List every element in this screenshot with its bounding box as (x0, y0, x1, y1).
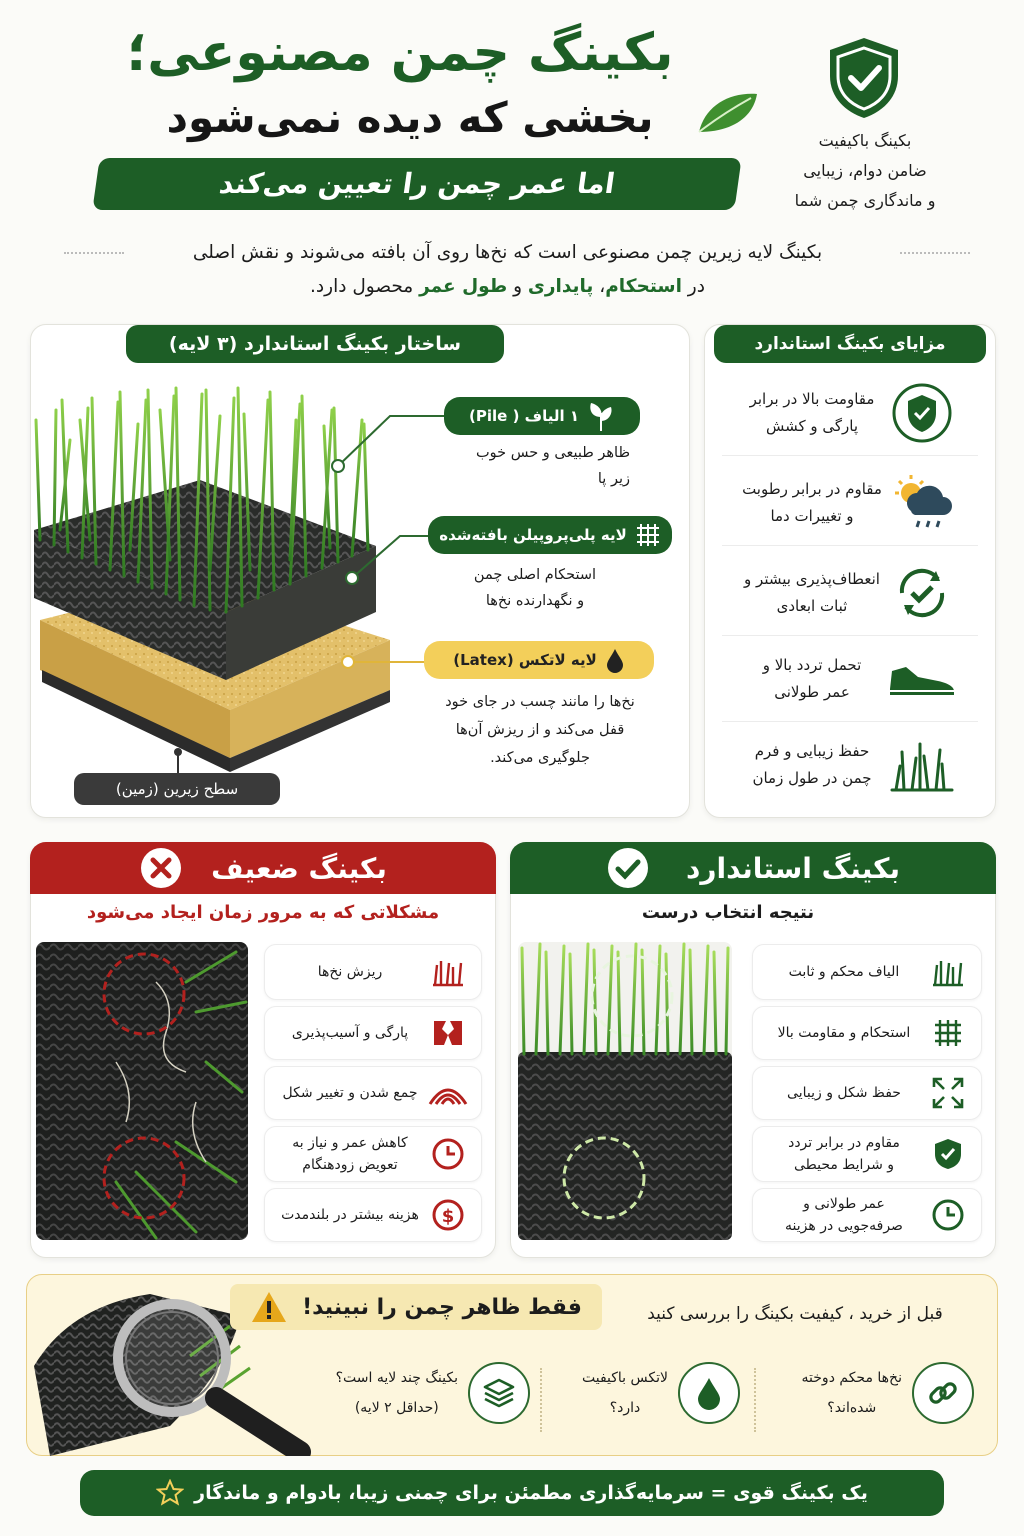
grass-icon (884, 730, 960, 800)
x-circle-icon (139, 846, 183, 890)
damaged-backing-photo (36, 942, 248, 1240)
leaf-icon (695, 88, 761, 138)
weather-icon (884, 468, 960, 538)
layer1-label-text: ۱ الیاف ( Pile) (469, 407, 579, 425)
benefit-item-2 (722, 460, 978, 546)
layers-icon (468, 1362, 530, 1424)
weak-1-line1: ریزش نخ‌ها (317, 964, 383, 980)
intro-divider-left (64, 252, 124, 254)
layer3-desc-line3: جلوگیری می‌کند. (490, 750, 590, 766)
badge-line2: ضامن دوام، زیبایی (803, 161, 927, 180)
page-title-line1: بکینگ چمن مصنوعی؛ (126, 23, 674, 83)
benefit-2-line2: و تغییرات دما (770, 506, 854, 525)
intro-pre: در (681, 276, 705, 297)
standard-item-1 (752, 944, 982, 1000)
badge-line3: و ماندگاری چمن شما (794, 191, 936, 210)
tear-icon (425, 1017, 471, 1049)
check-2-line2: دارد؟ (609, 1400, 641, 1416)
benefit-5-line2: چمن در طول زمان (752, 769, 872, 787)
standard-1-line1: الیاف محکم و ثابت (788, 964, 900, 980)
page-title-line2: بخشی که دیده نمی‌شود (166, 93, 654, 142)
weak-header (30, 842, 496, 894)
quality-badge-text (770, 126, 960, 216)
standard-5-line2: صرفه‌جویی در هزینه (785, 1218, 903, 1234)
ground-label: سطح زیرین (زمین) (74, 773, 280, 805)
standard-backing-photo (518, 942, 732, 1240)
layer3-desc-line2: قفل می‌کند و از ریزش آن‌ها (455, 722, 625, 738)
layer2-desc (440, 562, 630, 614)
chain-icon (912, 1362, 974, 1424)
badge-line1: بکینگ باکیفیت (818, 131, 912, 150)
benefit-2-line1: مقاوم در برابر رطوبت (742, 479, 882, 498)
check-before-text: قبل از خرید ، کیفیت بکینگ را بررسی کنید (647, 1304, 943, 1324)
check-3-line1: بکینگ چند لایه است؟ (335, 1370, 458, 1386)
footer-text: یک بکینگ قوی = سرمایه‌گذاری مطمئن برای چمنی زیبا، بادوام و ماندگار (194, 1482, 868, 1504)
standard-header (510, 842, 996, 894)
standard-item-4 (752, 1126, 982, 1182)
check-divider-1 (754, 1368, 756, 1432)
layer3-label (424, 641, 654, 679)
benefits-title: مزایای بکینگ استاندارد (714, 325, 986, 363)
standard-title: بکینگ استاندارد (686, 851, 900, 885)
benefit-1-line2: پارگی و کشش (765, 416, 859, 435)
clock-icon (925, 1198, 971, 1232)
check-2-line1: لاتکس باکیفیت (581, 1370, 668, 1386)
intro-line2 (120, 270, 895, 304)
benefit-3-line1: انعطاف‌پذیری بیشتر و (744, 569, 880, 588)
layer1-desc-line2: زیر پا (597, 471, 630, 487)
weak-title: بکینگ ضعیف (211, 851, 387, 885)
benefits-list (722, 370, 978, 810)
subtitle-bar: اما عمر چمن را تعیین می‌کند (92, 158, 741, 210)
intro-strength: استحکام (605, 276, 682, 297)
falling-fibers-icon (425, 957, 471, 987)
warning-banner (230, 1284, 602, 1330)
grid-icon (925, 1018, 971, 1048)
weak-3-line1: چمع شدن و تغییر شکل (282, 1085, 418, 1101)
grass-icon (925, 957, 971, 987)
standard-4-line1: مقاوم در برابر تردد (788, 1135, 900, 1151)
svg-text:$: $ (441, 1206, 455, 1227)
intro-sep1: ، (593, 276, 606, 297)
structure-title: ساختار بکینگ استاندارد (۳ لایه) (126, 325, 504, 363)
layer3-label-text: لایه لاتکس (Latex) (453, 651, 597, 669)
benefit-3-line2: ثبات ابعادی (776, 596, 848, 615)
check-1-line1: نخ‌ها محکم دوخته (801, 1370, 902, 1386)
footer-bar (80, 1470, 944, 1516)
weak-item-1 (264, 944, 482, 1000)
intro-divider-right (900, 252, 970, 254)
warning-text: فقط ظاهر چمن را نبینید! (302, 1294, 582, 1320)
grid-icon (635, 522, 661, 548)
layer2-label-text: لایه پلی‌پروپیلن بافته‌شده (439, 526, 627, 544)
benefit-item-4 (722, 636, 978, 722)
intro-text (120, 236, 895, 304)
check-1-line2: شده‌اند؟ (827, 1400, 877, 1416)
layer1-label (444, 397, 640, 435)
layer1-desc (440, 440, 630, 492)
layer1-desc-line1: ظاهر طبیعی و حس خوب (476, 445, 630, 461)
layer2-desc-line1: استحکام اصلی چمن (473, 567, 597, 583)
layer3-desc (420, 688, 660, 772)
wrinkle-icon (425, 1078, 471, 1108)
dollar-icon (425, 1198, 471, 1232)
standard-subtitle: نتیجه انتخاب درست (641, 902, 815, 923)
weak-subtitle: مشکلاتی که به مرور زمان ایجاد می‌شود (86, 902, 440, 923)
weak-2-line1: پارگی و آسیب‌پذیری (291, 1025, 409, 1041)
check-divider-2 (540, 1368, 542, 1432)
layer3-desc-line1: نخ‌ها را مانند چسب در جای خود (445, 694, 635, 710)
check-item-latex (560, 1362, 740, 1424)
weak-4-line1: کاهش عمر و نیاز به (292, 1135, 408, 1151)
weak-4-line2: تعویض زودهنگام (302, 1157, 398, 1173)
standard-item-2 (752, 1006, 982, 1060)
benefit-item-3 (722, 550, 978, 636)
intro-line1: بکینگ لایه زیرین چمن مصنوعی است که نخ‌ها روی آن بافته می‌شوند و نقش اصلی (192, 242, 823, 263)
standard-list (752, 944, 982, 1244)
clock-icon (425, 1137, 471, 1171)
standard-4-line2: و شرایط محیطی (793, 1157, 895, 1173)
warning-icon (250, 1290, 288, 1324)
cycle-check-icon (884, 558, 960, 628)
weak-item-4 (264, 1126, 482, 1182)
star-icon (156, 1479, 184, 1507)
benefit-4-line2: عمر طولانی (774, 682, 850, 701)
drop-icon (605, 647, 625, 673)
shield-check-icon (884, 378, 960, 448)
intro-sep2: و (507, 276, 528, 297)
shoe-icon (884, 644, 960, 714)
intro-lifetime: طول عمر (419, 276, 508, 297)
drop-icon (678, 1362, 740, 1424)
standard-item-5 (752, 1188, 982, 1242)
standard-5-line1: عمر طولانی و (803, 1196, 885, 1212)
expand-icon (925, 1077, 971, 1109)
standard-item-3 (752, 1066, 982, 1120)
check-circle-icon (606, 846, 650, 890)
intro-post: محصول دارد. (310, 276, 420, 297)
weak-list (264, 944, 482, 1244)
layer2-desc-line2: و نگهدارنده نخ‌ها (485, 593, 585, 609)
weak-5-line1: هزینه بیشتر در بلندمدت (281, 1207, 419, 1223)
layer2-label (428, 516, 672, 554)
intro-stability: پایداری (527, 276, 594, 297)
weak-item-3 (264, 1066, 482, 1120)
weak-item-5 (264, 1188, 482, 1242)
standard-2-line1: استحکام و مقاومت بالا (777, 1025, 911, 1041)
plant-icon (587, 401, 615, 431)
shield-check-icon (826, 36, 902, 120)
benefit-item-1 (722, 370, 978, 456)
check-item-layers (320, 1362, 530, 1424)
benefit-1-line1: مقاومت بالا در برابر (749, 389, 875, 408)
check-item-stitching (774, 1362, 974, 1424)
benefit-4-line1: تحمل تردد بالا و (762, 655, 862, 674)
benefit-item-5 (722, 722, 978, 808)
check-3-line2: (حداقل ۲ لایه) (354, 1400, 439, 1416)
benefit-5-line1: حفظ زیبایی و فرم (754, 742, 870, 760)
standard-3-line1: حفظ شکل و زیبایی (787, 1085, 901, 1101)
shield-check-icon (925, 1137, 971, 1171)
weak-item-2 (264, 1006, 482, 1060)
